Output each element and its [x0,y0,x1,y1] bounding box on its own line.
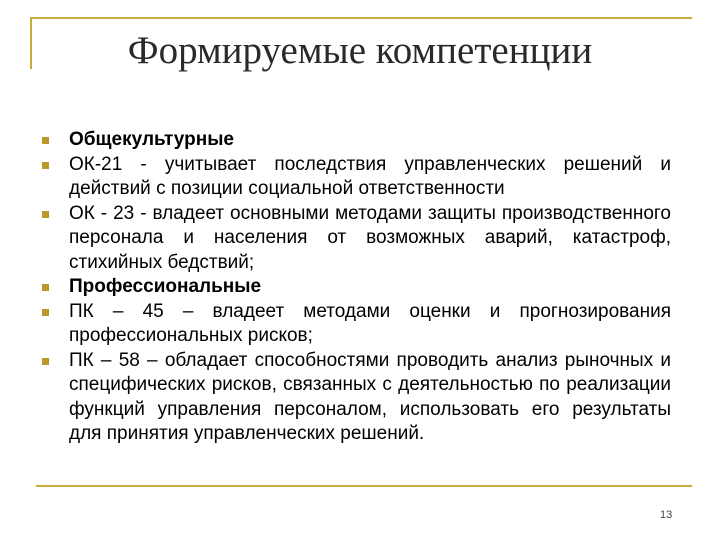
square-bullet-icon [42,284,49,291]
square-bullet-icon [42,211,49,218]
list-item-text: ОК-21 - учитывает последствия управленческих решений и действий с позиции социальной ответственности [69,153,671,199]
list-item-pk-45 [0,300,671,349]
page-number: 13 [660,509,673,521]
list-item-text: ПК – 58 – обладает способностями проводить анализ рыночных и специфических рисков, связанных с деятельностью по реализации функций управления персоналом, использовать его результаты для принятия управленческих решений. [69,349,671,444]
list-item-professional [0,275,671,300]
bullet-list [0,128,720,447]
list-item-ok-23 [0,202,671,276]
square-bullet-icon [42,309,49,316]
list-item-text: ПК – 45 – владеет методами оценки и прогнозирования профессиональных рисков; [69,300,671,346]
list-item-ok-21 [0,153,671,202]
list-item-general-cultural [0,128,671,153]
list-item-pk-58 [0,349,671,447]
square-bullet-icon [42,162,49,169]
bottom-divider-line [36,485,692,487]
slide-title: Формируемые компетенции [127,29,593,72]
square-bullet-icon [42,137,49,144]
top-divider-line [30,17,692,19]
list-item-text: Профессиональные [69,276,262,297]
square-bullet-icon [42,358,49,365]
list-item-text: ОК - 23 - владеет основными методами защиты производственного персонала и населения от возможных аварий, катастроф, стихийных бедствий; [69,202,671,273]
list-item-text: Общекультурные [69,129,234,150]
